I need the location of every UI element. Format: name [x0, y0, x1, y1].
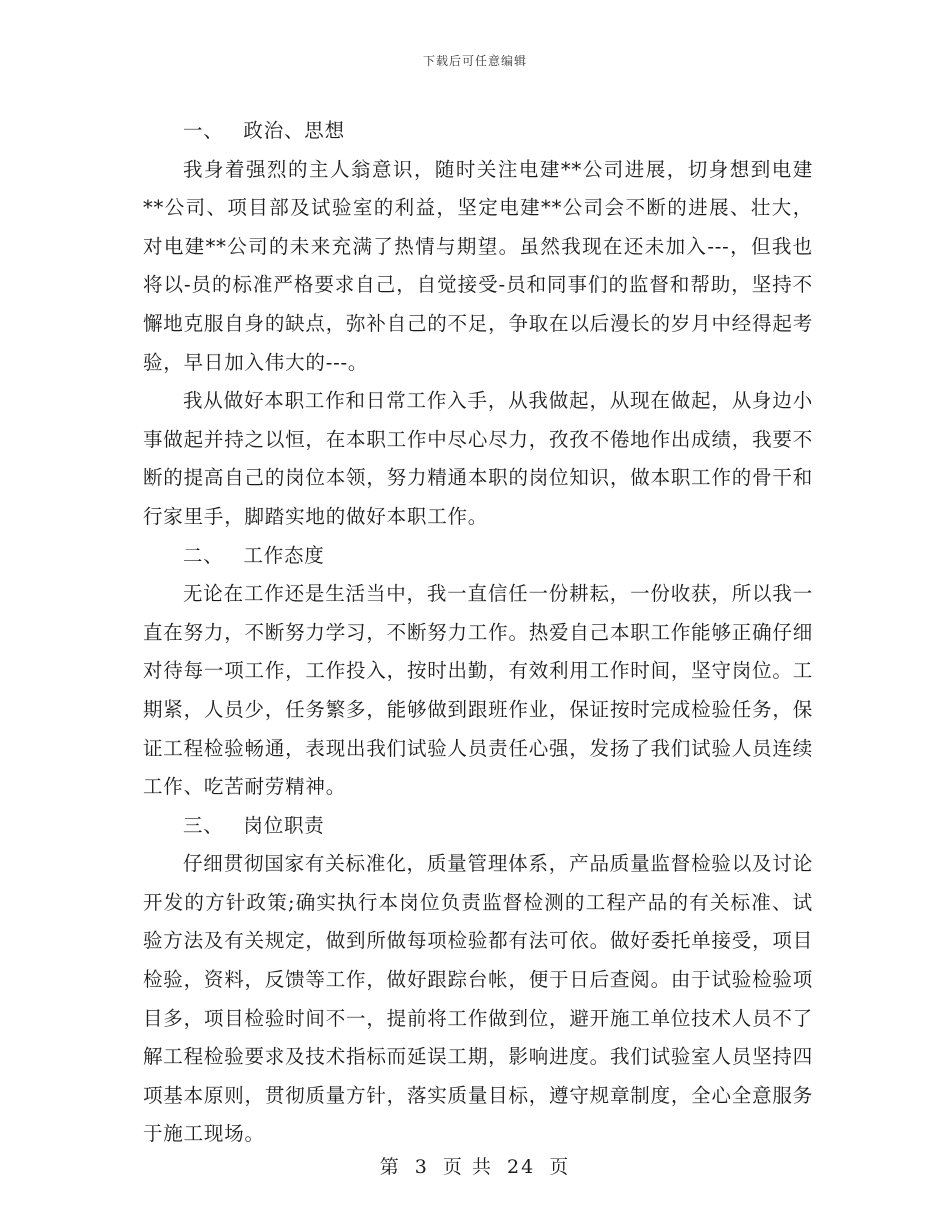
paragraph: 我身着强烈的主人翁意识，随时关注电建**公司进展，切身想到电建**公司、项目部及试验室的利益，坚定电建**公司会不断的进展、壮大，对电建**公司的未来充满了热情与期望。虽然我现在还未加入---，但我也将以-员的标准严格要求自己，自觉接受-员和同事们的监督和帮助，坚持不懈地克服自身的缺点，弥补自己的不足，争取在以后漫长的岁月中经得起考验，早日加入伟大的---。	[143, 157, 813, 374]
page-footer	[0, 1152, 950, 1179]
section-title: 政治、思想	[243, 119, 345, 142]
section-heading-3	[143, 807, 813, 846]
paragraph: 仔细贯彻国家有关标准化，质量管理体系，产品质量监督检验以及讨论开发的方针政策;确实执行本岗位负责监督检测的工程产品的有关标准、试验方法及有关规定，做到所做每项检验都有法可依。做好委托单接受，项目检验，资料，反馈等工作，做好跟踪台帐，便于日后查阅。由于试验检验项目多，项目检验时间不一，提前将工作做到位，避开施工单位技术人员不了解工程检验要求及技术指标而延误工期，影响进度。我们试验室人员坚持四项基本原则，贯彻质量方针，落实质量目标，遵守规章制度，全心全意服务于施工现场。	[143, 852, 813, 1146]
footer-total-pages: 24	[507, 1156, 536, 1178]
footer-current-page: 3	[414, 1156, 429, 1178]
document-body	[143, 112, 813, 1154]
section-heading-2	[143, 537, 813, 576]
paragraph: 我从做好本职工作和日常工作入手，从我做起，从现在做起，从身边小事做起并持之以恒，在本职工作中尽心尽力，孜孜不倦地作出成绩，我要不断的提高自己的岗位本领，努力精通本职的岗位知识，做本职工作的骨干和行家里手，脚踏实地的做好本职工作。	[143, 389, 813, 528]
section-title: 工作态度	[243, 543, 325, 567]
section-heading-1	[143, 112, 813, 151]
section-number: 一、	[182, 119, 224, 142]
section-number: 二、	[182, 543, 224, 567]
paragraph: 无论在工作还是生活当中，我一直信任一份耕耘，一份收获，所以我一直在努力，不断努力学习，不断努力工作。热爱自己本职工作能够正确仔细对待每一项工作，工作投入，按时出勤，有效利用工作时间，坚守岗位。工期紧，人员少，任务繁多，能够做到跟班作业，保证按时完成检验任务，保证工程检验畅通，表现出我们试验人员责任心强，发扬了我们试验人员连续工作、吃苦耐劳精神。	[143, 582, 813, 799]
section-number: 三、	[182, 813, 224, 837]
footer-middle: 页 共	[442, 1156, 493, 1178]
section-title: 岗位职责	[243, 813, 325, 837]
footer-suffix: 页	[549, 1156, 571, 1178]
footer-prefix: 第	[379, 1156, 401, 1178]
page-header-note: 下载后可任意编辑	[422, 54, 527, 68]
